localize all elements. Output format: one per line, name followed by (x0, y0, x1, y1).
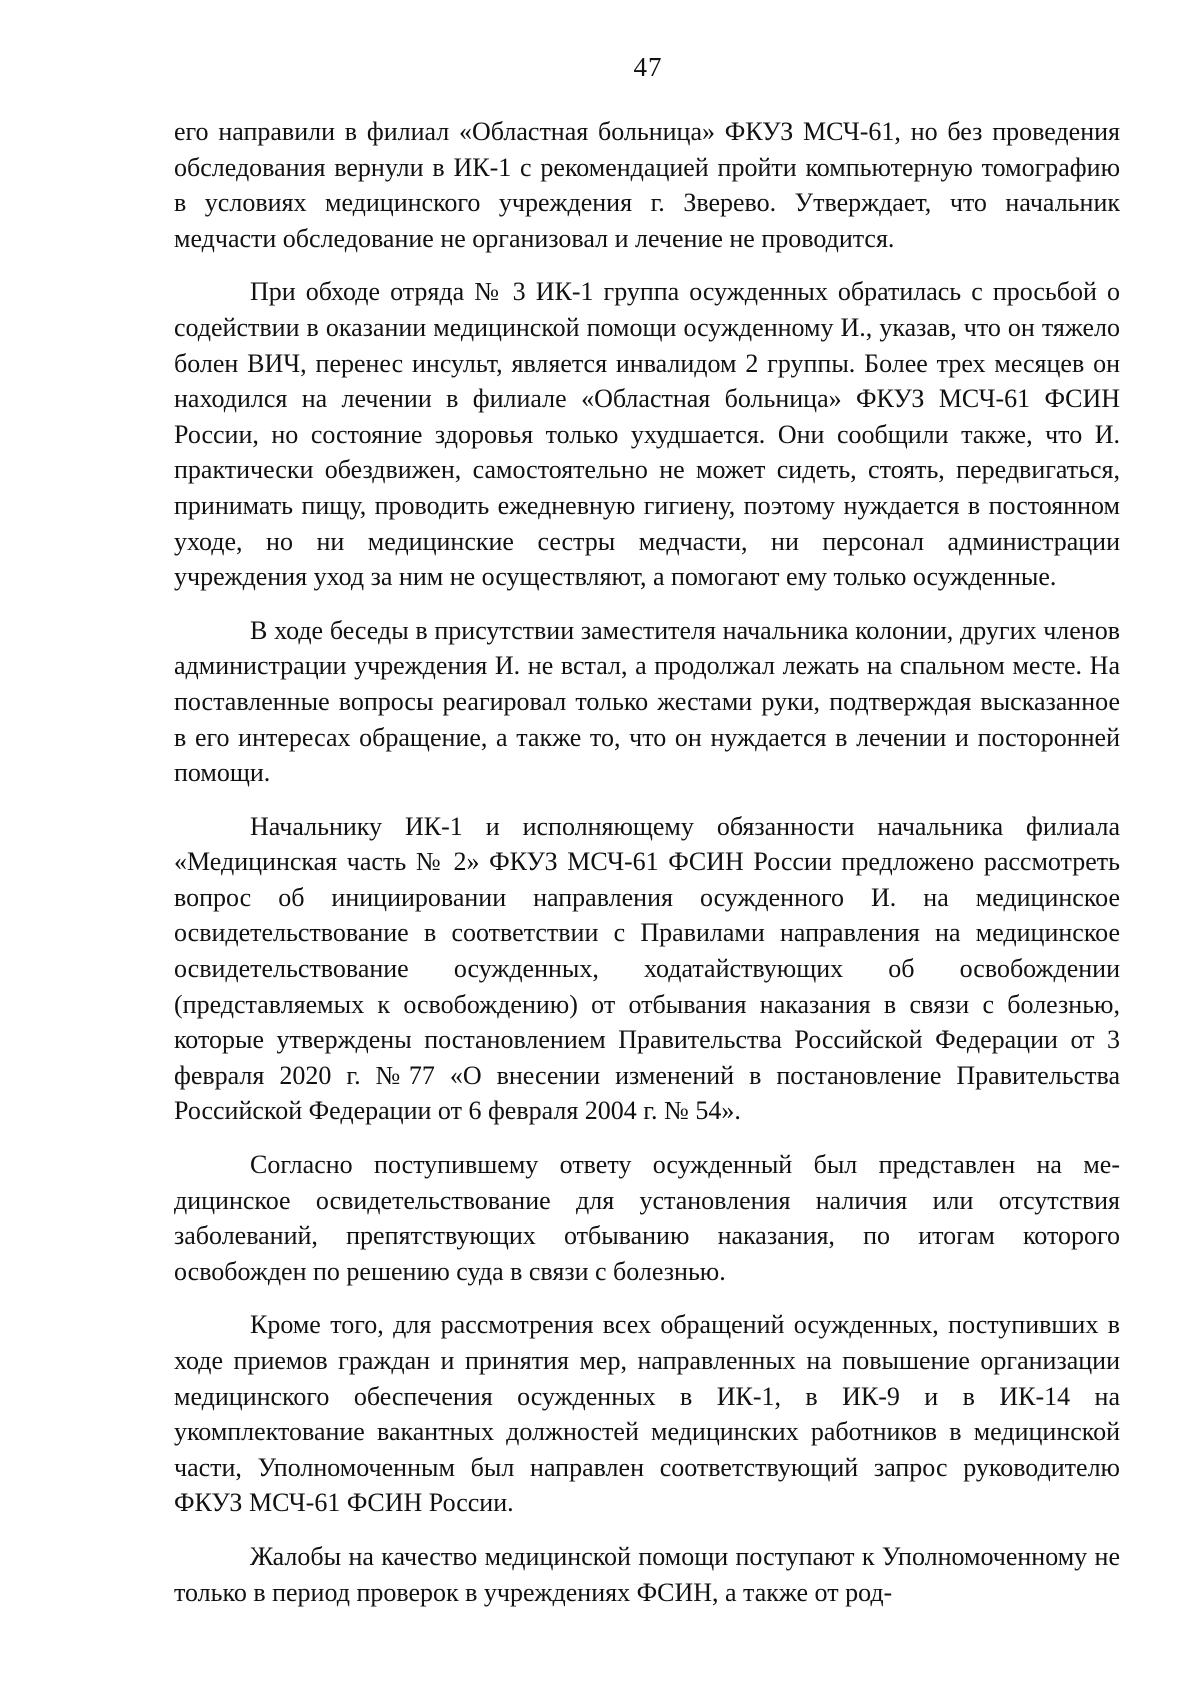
paragraph: Жалобы на качество медицинской помощи поступают к Уполномоченному не только в период проверок в учреждениях ФСИН, а также от род- (174, 1541, 1120, 1607)
body-text (174, 114, 1120, 1628)
paragraph: При обходе отряда № 3 ИК-1 группа осужденных обратилась с просьбой о содействии в оказании медицинской помощи осужденному И., указав, что он тяжело болен ВИЧ, перенес инсульт, является инвалидом 2 группы. Более трех месяцев он находился на лечении в филиале «Областная больница» ФКУЗ МСЧ-61 ФСИН России, но состояние здоровья только ухудшается. Они сообщили также, что И. практически обездвижен, самостоятельно не может сидеть, стоять, передвигаться, принимать пищу, проводить ежедневную гигиену, поэтому нуждается в постоянном уходе, но ни медицинские сестры медчасти, ни персонал администрации учреждения уход за ним не осуществляют, а помогают ему только осужденные. (174, 277, 1120, 592)
paragraph: Согласно поступившему ответу осужденный был представлен на медицинское освидетельствование для установления наличия или отсутствия заболеваний, препятствующих отбыванию наказания, по итогам которого освобожден по решению суда в связи с болезнью. (174, 1150, 1120, 1286)
paragraph-continued: его направили в филиал «Областная больница» ФКУЗ МСЧ-61, но без проведения обследования вернули в ИК-1 с рекомендацией пройти компьютерную томографию в условиях медицинского учреждения г. Зверево. Утверждает, что начальник медчасти обследование не организовал и лечение не проводится. (174, 117, 1120, 253)
page-number: 47 (633, 52, 663, 82)
paragraph: Кроме того, для рассмотрения всех обращений осужденных, поступивших в ходе приемов граждан и принятия мер, направленных на повышение организации медицинского обеспечения осужденных в ИК-1, в ИК-9 и в ИК-14 на укомплектование вакантных должностей медицинских работников в медицинской части, Уполномоченным был направлен соответствующий запрос руководителю ФКУЗ МСЧ-61 ФСИН России. (174, 1310, 1120, 1518)
paragraph: В ходе беседы в присутствии заместителя начальника колонии, других членов администрации учреждения И. не встал, а продолжал лежать на спальном месте. На поставленные вопросы реагировал только жестами руки, подтверждая высказанное в его интересах обращение, а также то, что он нуждается в лечении и посторонней помощи. (174, 615, 1120, 788)
paragraph: Начальнику ИК-1 и исполняющему обязанности начальника филиала «Медицинская часть № 2» ФКУЗ МСЧ-61 ФСИН России предложено рассмотреть вопрос об инициировании направления осужденного И. на медицинское освидетельствование в соответствии с Правилами направления на медицинское освидетельствование осужденных, ходатайствующих об освобождении (представляемых к освобождению) от отбывания наказания в связи с болезнью, которые утверждены постановлением Правительства Российской Федерации от 3 февраля 2020 г. №77 «О внесении изменений в постановление Правительства Российской Федерации от 6 февраля 2004 г. № 54». (174, 811, 1120, 1126)
